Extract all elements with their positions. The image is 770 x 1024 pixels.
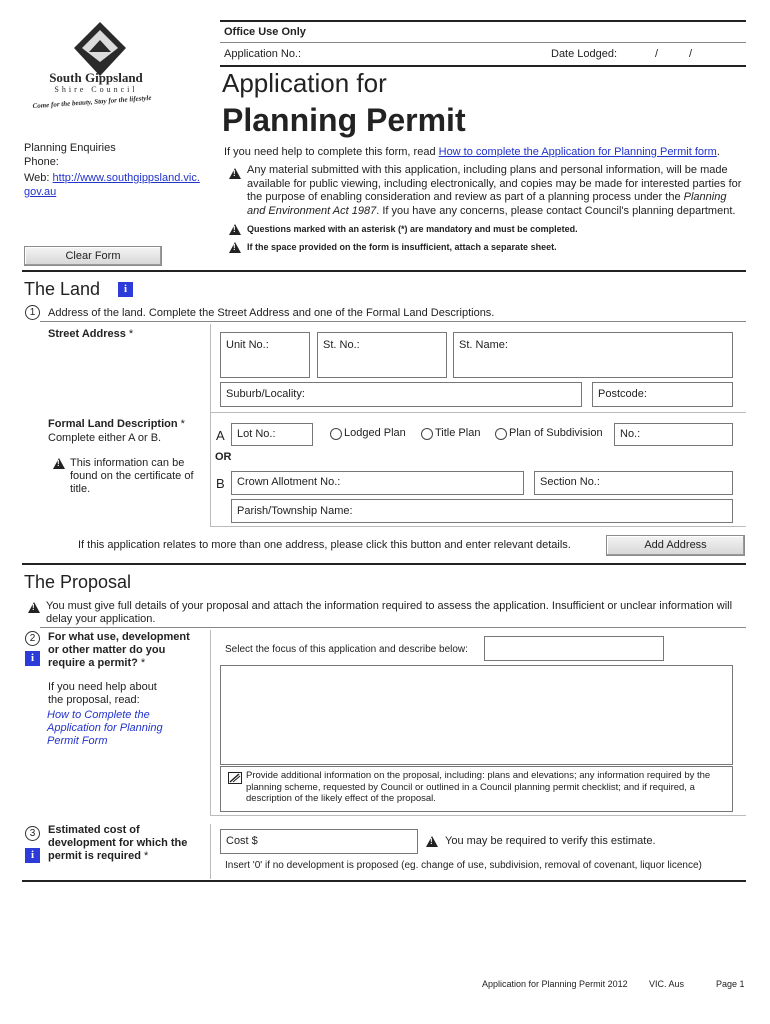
proposal-description-field[interactable] (220, 665, 733, 765)
application-no-label: Application No.: (224, 48, 302, 60)
warning-icon (229, 168, 241, 179)
footer-state: VIC. Aus (649, 979, 685, 989)
suburb-field[interactable]: Suburb/Locality: (220, 382, 582, 407)
unit-no-field[interactable]: Unit No.: (220, 332, 310, 378)
proposal-help-text: If you need help about the proposal, read: (48, 681, 157, 706)
paperclip-icon (228, 772, 242, 784)
date-sep-2: / (689, 48, 693, 60)
complete-either-text: Complete either A or B. (48, 432, 162, 444)
web-label: Web: (24, 172, 50, 184)
title-plan-label: Title Plan (435, 427, 481, 439)
page-title: Planning Permit (222, 102, 466, 138)
warning-icon (426, 836, 438, 847)
formal-land-label: Formal Land Description (48, 418, 178, 430)
office-use-title: Office Use Only (224, 26, 306, 38)
footer-doc-name: Application for Planning Permit 2012 (482, 979, 628, 989)
question-2-number: 2 (25, 631, 40, 646)
crown-allotment-field[interactable]: Crown Allotment No.: (231, 471, 524, 495)
council-sub: Shire Council (54, 85, 138, 94)
plan-of-subdivision-radio[interactable] (495, 428, 507, 440)
st-no-field[interactable]: St. No.: (317, 332, 447, 378)
date-lodged-label: Date Lodged: (551, 48, 618, 60)
web-link-cont[interactable]: gov.au (24, 186, 57, 198)
clear-form-button[interactable]: Clear Form (24, 246, 162, 266)
space-notice: If the space provided on the form is insufficient, attach a separate sheet. (247, 242, 557, 252)
or-label: OR (215, 451, 232, 463)
title-line-1: Application for (222, 68, 387, 98)
question-1-text: Address of the land. Complete the Street Address and one of the Formal Land Descriptions. (48, 307, 495, 319)
footer-page: Page 1 (716, 979, 745, 989)
proposal-help-link[interactable]: How to Complete the Application for Planning Permit Form (47, 709, 163, 747)
land-info-icon[interactable]: i (118, 282, 133, 297)
council-name: South Gippsland (49, 70, 143, 85)
select-focus-label: Select the focus of this application and describe below: (225, 644, 468, 655)
council-tagline: Come for the beauty, Stay for the lifestyle (32, 93, 152, 111)
option-b-label: B (216, 476, 225, 491)
plan-of-subdivision-label: Plan of Subdivision (509, 427, 603, 439)
lodged-plan-label: Lodged Plan (344, 427, 406, 439)
mandatory-notice: Questions marked with an asterisk (*) are mandatory and must be completed. (247, 224, 578, 234)
land-section-title: The Land (24, 279, 101, 299)
question-2-label: For what use, development or other matter do you require a permit? (48, 631, 190, 669)
st-name-field[interactable]: St. Name: (453, 332, 733, 378)
certificate-info: This information can be found on the certificate of title. (70, 457, 194, 495)
street-address-label: Street Address (48, 328, 126, 340)
focus-select[interactable] (484, 636, 664, 661)
privacy-notice: Any material submitted with this application, including plans and personal information, will be made available for public viewing, including electronically, and copies may be made for interested parties for the purpose of enabling consideration and review as part of a planning process under the Planning and Environment Act 1987. If you have any concerns, please contact Council's planning department. (247, 164, 742, 217)
section-no-field[interactable]: Section No.: (534, 471, 733, 495)
question-3-info-icon[interactable]: i (25, 848, 40, 863)
help-form-link[interactable]: How to complete the Application for Planning Permit form (438, 146, 717, 158)
option-a-label: A (216, 428, 225, 443)
lot-no-field[interactable]: Lot No.: (231, 423, 313, 446)
warning-icon (53, 458, 65, 469)
provide-info-text: Provide additional information on the proposal, including: plans and elevations; any information required by the planning scheme, requested by Council or outlined in a Council planning permit checklist; and if required, a description of the likely effect of the proposal. (246, 770, 711, 804)
verify-text: You may be required to verify this estimate. (445, 835, 656, 847)
enquiries-web (24, 171, 214, 199)
question-2-info-icon[interactable]: i (25, 651, 40, 666)
postcode-field[interactable]: Postcode: (592, 382, 733, 407)
help-line: If you need help to complete this form, read How to complete the Application for Planning Permit form. (224, 146, 720, 158)
plan-no-field[interactable]: No.: (614, 423, 733, 446)
enquiries-heading: Planning Enquiries (24, 142, 116, 154)
council-logo (22, 18, 162, 118)
enquiries-phone: Phone: (24, 156, 59, 168)
more-address-text: If this application relates to more than one address, please click this button and enter relevant details. (78, 539, 571, 551)
question-3-number: 3 (25, 826, 40, 841)
lodged-plan-radio[interactable] (330, 428, 342, 440)
parish-field[interactable]: Parish/Township Name: (231, 499, 733, 523)
title-plan-radio[interactable] (421, 428, 433, 440)
proposal-warning: You must give full details of your proposal and attach the information required to assess the application. Insufficient or unclear information will delay your application. (46, 600, 733, 625)
warning-icon (229, 242, 241, 253)
proposal-section-title: The Proposal (24, 572, 132, 592)
warning-icon (229, 224, 241, 235)
question-1-number: 1 (25, 305, 40, 320)
add-address-button[interactable]: Add Address (606, 535, 745, 556)
insert-zero-text: Insert '0' if no development is proposed (eg. change of use, subdivision, removal of covenant, liquor licence) (225, 860, 702, 871)
question-3-label: Estimated cost of development for which the permit is required (48, 824, 188, 862)
cost-field[interactable]: Cost $ (220, 829, 418, 854)
warning-icon (28, 602, 40, 613)
date-sep-1: / (655, 48, 659, 60)
web-link[interactable]: http://www.southgippsland.vic. (52, 172, 200, 184)
